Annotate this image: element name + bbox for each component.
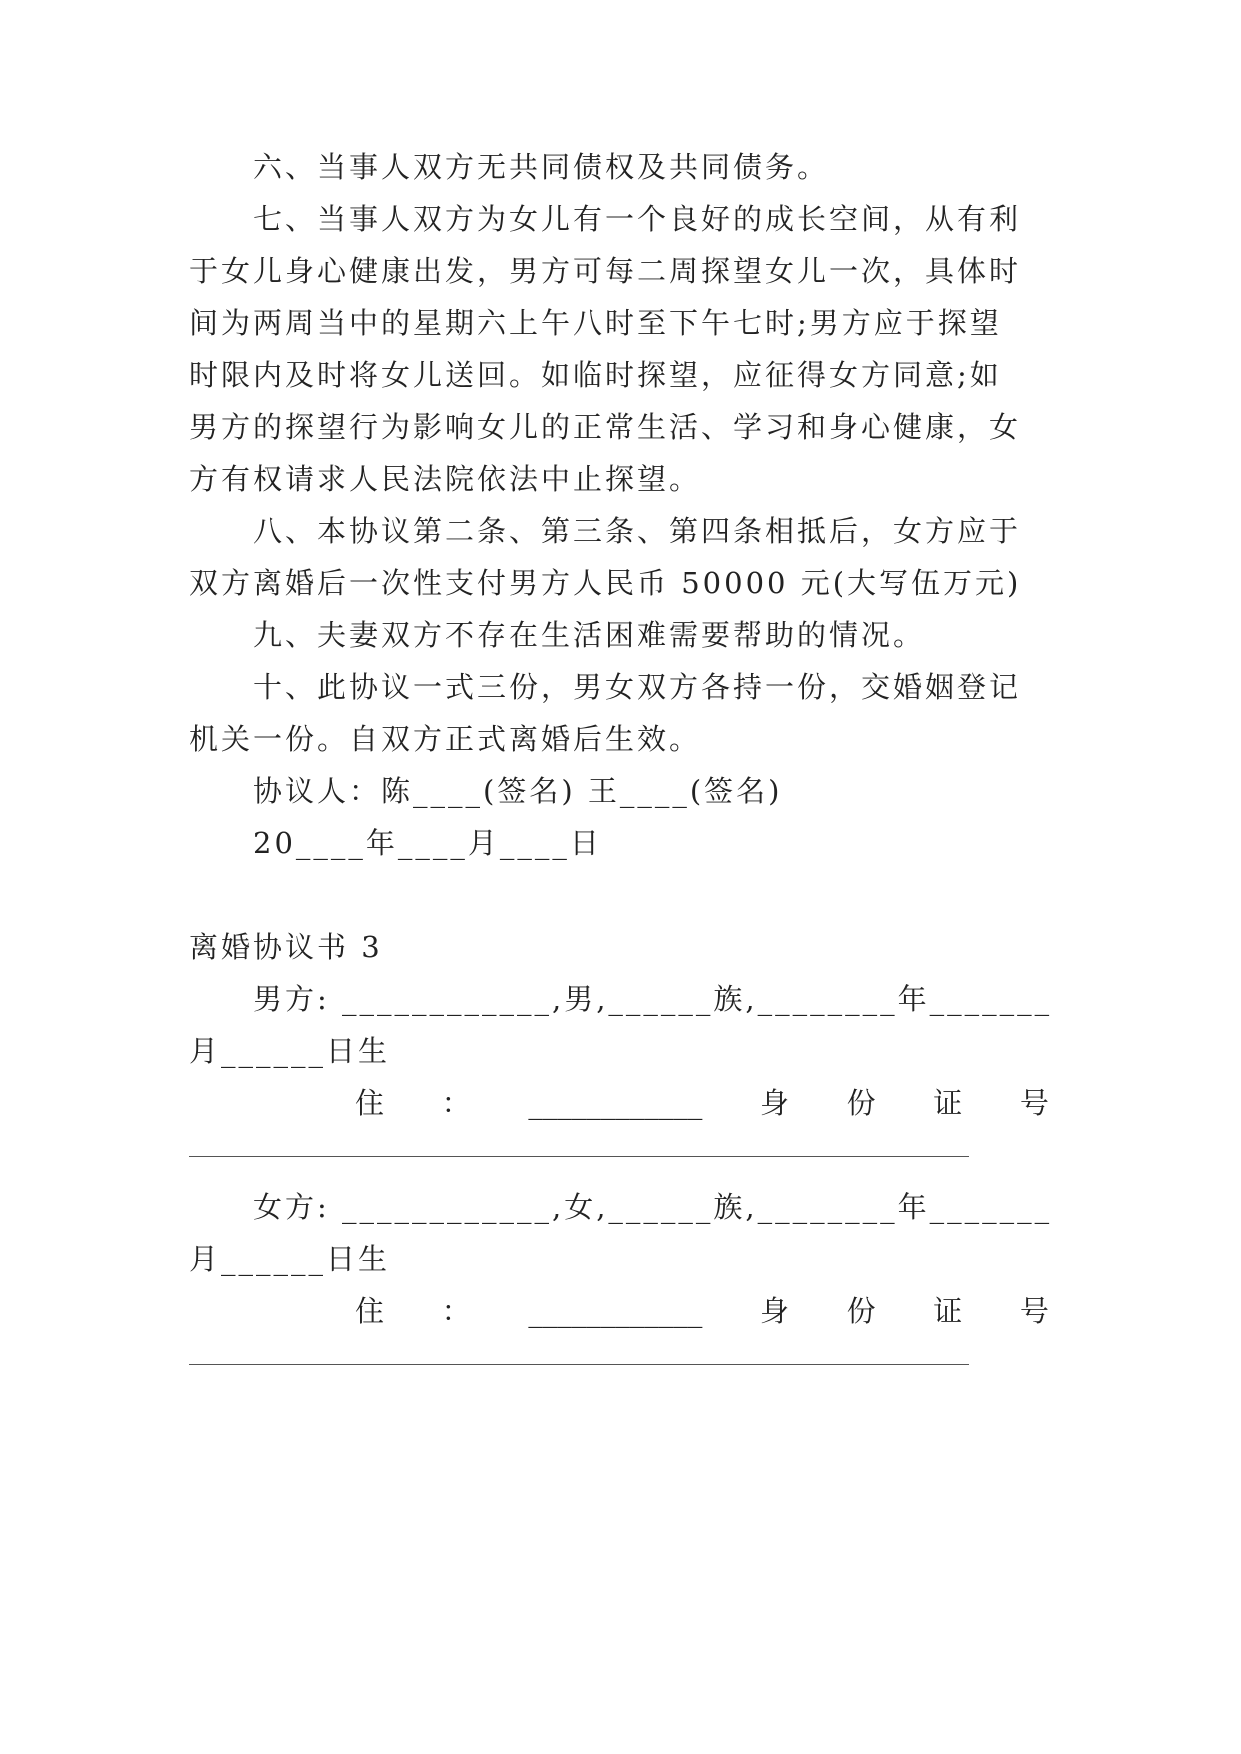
clause-7-line-5: 男方的探望行为影响女儿的正常生活、学习和身心健康，女 <box>189 410 1022 444</box>
colon: ： <box>441 1086 471 1120</box>
clause-9: 九、夫妻双方不存在生活困难需要帮助的情况。 <box>253 618 926 652</box>
colon: ： <box>441 1294 471 1328</box>
male-party-line-2: 月______日生 <box>189 1034 391 1068</box>
clause-7-line-4: 时限内及时将女儿送回。如临时探望，应征得女方同意;如 <box>189 358 1002 392</box>
id-char-2: 份 <box>846 1086 876 1120</box>
address-char: 住 <box>355 1294 385 1328</box>
id-char-4: 号 <box>1019 1086 1049 1120</box>
section-title: 离婚协议书 3 <box>189 930 383 964</box>
id-char-1: 身 <box>759 1294 789 1328</box>
signatories-line: 协议人：陈____(签名) 王____(签名) <box>253 774 783 808</box>
clause-7-line-1: 七、当事人双方为女儿有一个良好的成长空间，从有利 <box>253 202 1022 236</box>
clause-10-line-1: 十、此协议一式三份，男女双方各持一份，交婚姻登记 <box>253 670 1022 704</box>
female-party-line-2: 月______日生 <box>189 1242 391 1276</box>
address-blank: ____________ <box>528 1086 703 1120</box>
address-char: 住 <box>355 1086 385 1120</box>
male-address-id-row <box>355 1083 1049 1123</box>
clause-6: 六、当事人双方无共同债权及共同债务。 <box>253 150 830 184</box>
clause-8-line-2: 双方离婚后一次性支付男方人民币 50000 元(大写伍万元) <box>189 566 1022 600</box>
id-char-2: 份 <box>846 1294 876 1328</box>
id-char-3: 证 <box>933 1086 963 1120</box>
male-id-blank-line <box>189 1156 969 1157</box>
clause-7-line-2: 于女儿身心健康出发，男方可每二周探望女儿一次，具体时 <box>189 254 1022 288</box>
female-party-line-1: 女方: ____________,女,______族,________年_______ <box>253 1190 1053 1224</box>
male-party-line-1: 男方: ____________,男,______族,________年_______ <box>253 982 1053 1016</box>
id-char-3: 证 <box>933 1294 963 1328</box>
id-char-1: 身 <box>759 1086 789 1120</box>
date-line: 20____年____月____日 <box>253 826 602 860</box>
clause-7-line-3: 间为两周当中的星期六上午八时至下午七时;男方应于探望 <box>189 306 1002 340</box>
clause-7-line-6: 方有权请求人民法院依法中止探望。 <box>189 462 702 496</box>
id-char-4: 号 <box>1019 1294 1049 1328</box>
clause-8-line-1: 八、本协议第二条、第三条、第四条相抵后，女方应于 <box>253 514 1022 548</box>
female-address-id-row <box>355 1291 1049 1331</box>
address-blank: ____________ <box>528 1294 703 1328</box>
female-id-blank-line <box>189 1364 969 1365</box>
clause-10-line-2: 机关一份。自双方正式离婚后生效。 <box>189 722 702 756</box>
